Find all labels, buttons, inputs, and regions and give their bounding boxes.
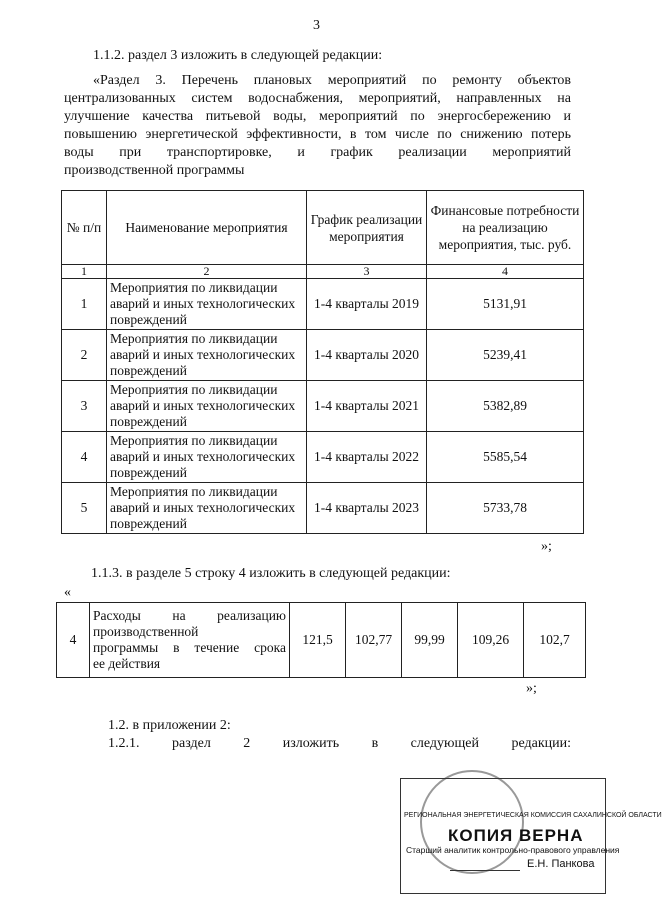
stamp-title: КОПИЯ ВЕРНА: [448, 826, 584, 845]
table-row: [57, 603, 586, 678]
opening-quote: «: [64, 585, 71, 600]
point-1-2: 1.2. в приложении 2:: [108, 718, 231, 733]
column-number: 4: [427, 265, 584, 279]
row-value: 99,99: [402, 603, 458, 678]
table-row: [62, 483, 584, 534]
table-row: [62, 279, 584, 330]
row-num: 4: [62, 432, 107, 483]
column-number-row: [62, 265, 584, 279]
row-schedule: 1-4 кварталы 2023: [307, 483, 427, 534]
expenses-table: [56, 602, 586, 678]
intro-paragraph: 1.1.2. раздел 3 изложить в следующей редакции:: [93, 48, 383, 63]
row-name: Мероприятия по ликвидации аварий и иных технологических повреждений: [107, 381, 307, 432]
row-schedule: 1-4 кварталы 2019: [307, 279, 427, 330]
closing-quote: »;: [526, 681, 537, 696]
row-name-line: производственной: [93, 624, 199, 639]
row-num: 3: [62, 381, 107, 432]
row-name: [90, 603, 290, 678]
row-num: 5: [62, 483, 107, 534]
row-amount: 5733,78: [427, 483, 584, 534]
header-num: № п/п: [62, 191, 107, 265]
table-row: [62, 381, 584, 432]
signature-line: [450, 870, 520, 871]
column-number: 1: [62, 265, 107, 279]
header-amount: Финансовые потребности на реализацию мероприятия, тыс. руб.: [427, 191, 584, 265]
activities-table: [61, 190, 584, 534]
row-schedule: 1-4 кварталы 2022: [307, 432, 427, 483]
row-value: 102,7: [524, 603, 586, 678]
row-name-line: ее действия: [93, 656, 161, 671]
closing-quote: »;: [541, 539, 552, 554]
section-line: «Раздел 3. Перечень плановых мероприятий по ремонту объектов: [93, 73, 571, 88]
column-number: 3: [307, 265, 427, 279]
row-name-line: Расходы на реализацию: [93, 608, 286, 623]
section-line: улучшение качества питьевой воды, мероприятий по энергосбережению и: [64, 109, 571, 124]
point-1-1-3: 1.1.3. в разделе 5 строку 4 изложить в следующей редакции:: [91, 566, 451, 581]
row-value: 109,26: [458, 603, 524, 678]
stamp-organization: РЕГИОНАЛЬНАЯ ЭНЕРГЕТИЧЕСКАЯ КОМИССИЯ САХАЛИНСКОЙ ОБЛАСТИ: [404, 812, 662, 819]
section-line: производственной программы: [64, 163, 245, 178]
row-schedule: 1-4 кварталы 2021: [307, 381, 427, 432]
row-amount: 5585,54: [427, 432, 584, 483]
header-schedule: График реализации мероприятия: [307, 191, 427, 265]
row-num: 4: [57, 603, 90, 678]
row-name-line: программы в течение срока: [93, 640, 286, 655]
section-line: повышению энергетической эффективности, в том числе по снижению потерь: [64, 127, 571, 142]
row-name: Мероприятия по ликвидации аварий и иных технологических повреждений: [107, 279, 307, 330]
row-amount: 5131,91: [427, 279, 584, 330]
row-value: 102,77: [346, 603, 402, 678]
table-row: [62, 330, 584, 381]
row-value: 121,5: [290, 603, 346, 678]
row-num: 1: [62, 279, 107, 330]
page-number: 3: [313, 18, 320, 33]
section-line: централизованных систем водоснабжения, мероприятий, направленных на: [64, 91, 571, 106]
row-amount: 5382,89: [427, 381, 584, 432]
row-num: 2: [62, 330, 107, 381]
column-number: 2: [107, 265, 307, 279]
table-row: [62, 432, 584, 483]
section-line: воды при транспортировке, и график реализации мероприятий: [64, 145, 571, 160]
stamp-position: Старший аналитик контрольно-правового управления: [406, 845, 620, 855]
row-schedule: 1-4 кварталы 2020: [307, 330, 427, 381]
table-header-row: [62, 191, 584, 265]
row-name: Мероприятия по ликвидации аварий и иных технологических повреждений: [107, 483, 307, 534]
stamp-signatory: Е.Н. Панкова: [527, 858, 595, 870]
row-name: Мероприятия по ликвидации аварий и иных технологических повреждений: [107, 330, 307, 381]
row-amount: 5239,41: [427, 330, 584, 381]
point-1-2-1: 1.2.1. раздел 2 изложить в следующей редакции:: [108, 736, 571, 751]
header-name: Наименование мероприятия: [107, 191, 307, 265]
row-name: Мероприятия по ликвидации аварий и иных технологических повреждений: [107, 432, 307, 483]
